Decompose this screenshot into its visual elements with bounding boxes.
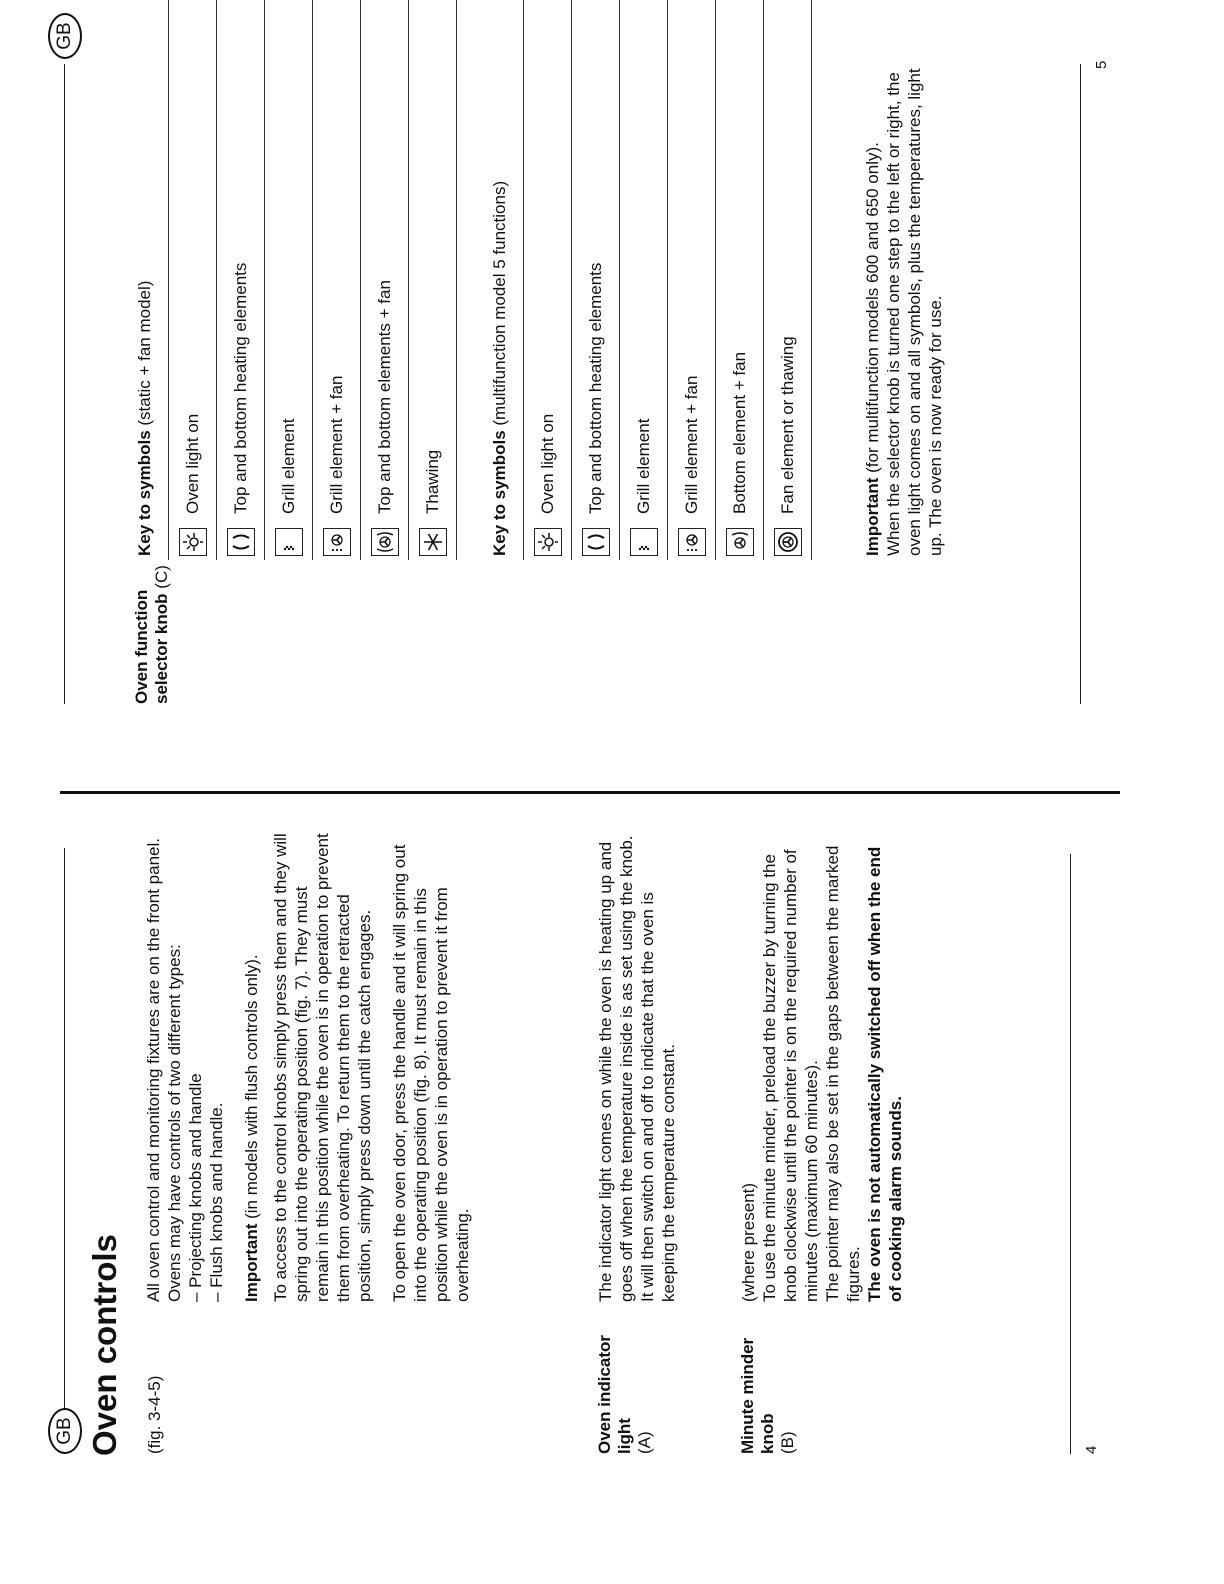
selector-knob-ref: (C): [152, 565, 171, 589]
symbol-label: Thawing: [422, 449, 442, 514]
symbol-label: Grill element: [278, 418, 298, 514]
minder-paragraph-2: The pointer may also be set in the gaps between the marked figures.: [823, 845, 863, 1302]
symbol-label: Bottom element + fan: [729, 351, 749, 514]
symbol-row: [523, 0, 571, 560]
intro-block: [143, 832, 473, 1302]
multifunction-note-heading: [862, 56, 883, 556]
oven-light-icon: [534, 528, 562, 556]
key-qualifier: (static + fan model): [135, 280, 154, 431]
indicator-light-heading: [595, 1304, 655, 1454]
indicator-light-label: Oven indicator light: [595, 1334, 634, 1454]
symbol-label: Oven light on: [182, 413, 202, 514]
key-title: Key to symbols: [135, 430, 154, 556]
symbol-row: [264, 0, 312, 560]
page-number: 4: [1083, 1445, 1100, 1454]
symbol-row: [312, 0, 360, 560]
key-qualifier: (multifunction model 5 functions): [490, 180, 509, 431]
top-bottom-elements-icon: [582, 528, 610, 556]
important-qualifier: (in models with flush controls only).: [242, 954, 261, 1224]
symbol-label: Fan element or thawing: [777, 336, 797, 514]
important-qualifier: (for multifunction models 600 and 650 only).: [863, 142, 882, 478]
grill-element-icon: [275, 528, 303, 556]
indicator-light-ref: (A): [635, 1431, 654, 1454]
grill-element-icon: [630, 528, 658, 556]
types-paragraph: Ovens may have controls of two different types:: [165, 944, 184, 1302]
fan-element-icon: [774, 528, 802, 556]
oven-light-icon: [179, 528, 207, 556]
header-rule: [64, 848, 65, 1408]
symbol-label: Top and bottom heating elements: [585, 262, 605, 514]
symbol-label: Grill element: [633, 418, 653, 514]
minder-warning: The oven is not automatically switched off when the end of cooking alarm sounds.: [865, 846, 905, 1302]
symbol-label: Oven light on: [537, 413, 557, 514]
indicator-paragraph-2: It will then switch on and off to indicate that the oven is keeping the temperature constant.: [638, 892, 678, 1302]
header-rule: [64, 64, 65, 704]
symbol-row: [408, 0, 457, 560]
top-bottom-elements-icon: [227, 528, 255, 556]
minute-minder-label: Minute minder knob: [738, 1337, 777, 1454]
multifunction-note-text: When the selector knob is turned one step to the left or right, the oven light comes on and all symbols, plus the temperatures, light up. The oven is now ready for use.: [884, 68, 945, 556]
page-4: [0, 804, 1224, 1584]
minute-minder-block: [738, 832, 906, 1302]
minder-paragraph: To use the minute minder, preload the buzzer by turning the knob clockwise until the pointer is on the required number of minutes (maximum 60 minutes).: [760, 849, 821, 1302]
footer-rule: [1080, 64, 1081, 704]
thawing-icon: [419, 528, 447, 556]
footer-rule: [1070, 854, 1071, 1454]
flush-knobs-paragraph: To access to the control knobs simply press them and they will spring out into the operating position (fig. 7). They must remain in this position while the oven is in operation to prevent them from overheating. To return them to the retracted position, simply press down until the catch engages.: [271, 833, 374, 1302]
key-title: Key to symbols: [490, 430, 509, 556]
intro-paragraph: All oven control and monitoring fixtures are on the front panel.: [144, 838, 163, 1302]
indicator-light-block: [595, 832, 679, 1302]
page-title: Oven controls: [86, 1234, 123, 1456]
fig-reference: (fig. 3-4-5): [145, 1375, 164, 1454]
symbol-row: [571, 0, 619, 560]
minute-minder-ref: (B): [778, 1431, 797, 1454]
symbol-label: Top and bottom elements + fan: [374, 280, 394, 514]
minder-where-present: (where present): [739, 1182, 758, 1302]
symbol-label: Grill element + fan: [681, 375, 701, 514]
symbol-row: [763, 0, 812, 560]
important-note: [241, 832, 262, 1302]
symbol-row: [168, 0, 216, 560]
symbol-label: Grill element + fan: [326, 375, 346, 514]
indicator-paragraph: The indicator light comes on while the oven is heating up and goes off when the temperature inside is as set using the knob.: [596, 835, 636, 1302]
minute-minder-heading: [738, 1304, 798, 1454]
symbol-row: [667, 0, 715, 560]
list-item: – Flush knobs and handle.: [207, 1102, 226, 1302]
important-lead: Important: [242, 1223, 261, 1302]
top-bottom-fan-icon: [371, 528, 399, 556]
symbol-row: [619, 0, 667, 560]
list-item: – Projecting knobs and handle: [186, 1073, 205, 1302]
multifunction-note: [862, 56, 946, 556]
symbol-table-multifunction: [523, 0, 812, 560]
selector-knob-label-1: Oven function: [132, 589, 151, 704]
door-handle-paragraph: To open the oven door, press the handle and it will spring out into the operating position (fig. 8). It must remain in this position while the oven is in operation to prevent it from overheating.: [390, 844, 472, 1302]
symbol-row: [216, 0, 264, 560]
grill-fan-icon: [323, 528, 351, 556]
key-symbols-multifunction-heading: [490, 181, 510, 556]
symbol-label: Top and bottom heating elements: [230, 262, 250, 514]
bottom-fan-icon: [726, 528, 754, 556]
gb-badge: GB: [48, 1408, 82, 1454]
symbol-row: [715, 0, 763, 560]
gb-badge: GB: [48, 13, 82, 59]
page-number: 5: [1093, 60, 1110, 69]
selector-knob-label-2: selector knob: [152, 593, 171, 704]
key-symbols-static-heading: [135, 281, 155, 556]
important-lead: Important: [863, 477, 882, 556]
symbol-row: [360, 0, 408, 560]
grill-fan-icon: [678, 528, 706, 556]
symbol-table-static: [168, 0, 457, 560]
